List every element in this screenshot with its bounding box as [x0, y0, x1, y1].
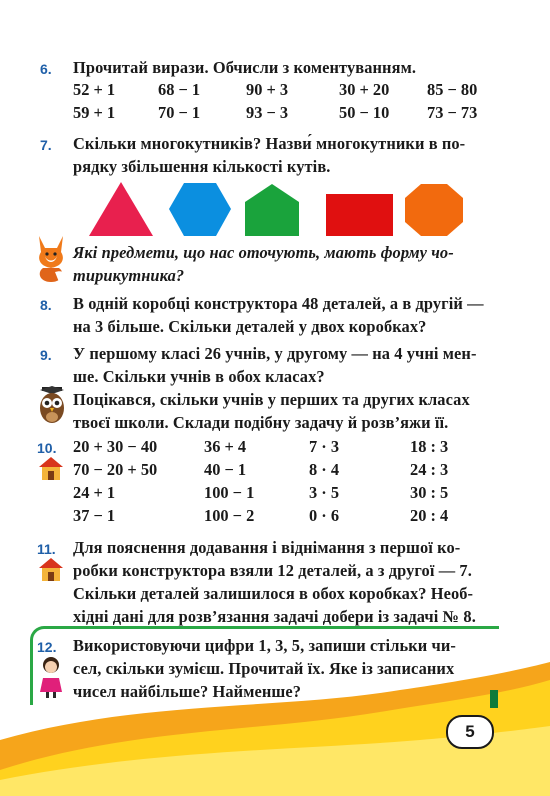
task-8-text	[73, 292, 498, 338]
hexagon-shape	[169, 183, 231, 236]
expression: 0 · 6	[309, 506, 340, 525]
expression: 59 + 1	[73, 103, 116, 122]
page-number: 5	[446, 715, 494, 749]
expression: 73 − 73	[427, 103, 478, 122]
expression: 90 + 3	[246, 80, 289, 99]
owl-icon	[36, 386, 68, 426]
expression: 50 − 10	[339, 103, 390, 122]
task-9-line: У першому класі 26 учнів, у другому — на 4 учні мен-	[73, 344, 477, 363]
expression: 18 : 3	[410, 437, 449, 456]
task-9-line: ше. Скільки учнів в обох класах?	[73, 367, 325, 386]
expression: 30 + 20	[339, 80, 390, 99]
task-6-number: 6.	[40, 61, 52, 77]
expression: 24 : 3	[410, 460, 449, 479]
fox-question-line: тирикутника?	[73, 266, 185, 285]
expression: 37 − 1	[73, 506, 116, 525]
expression: 20 + 30 − 40	[73, 437, 158, 456]
fox-question	[73, 241, 498, 287]
task-8-number: 8.	[40, 297, 52, 313]
rectangle-shape	[326, 194, 393, 236]
expression: 8 · 4	[309, 460, 340, 479]
expression: 85 − 80	[427, 80, 478, 99]
task-6-text: Прочитай вирази. Обчисли з коментуванням.	[73, 58, 417, 77]
girl-icon	[38, 656, 64, 698]
task-7-text	[73, 132, 498, 178]
expression: 24 + 1	[73, 483, 116, 502]
fox-icon	[33, 232, 69, 284]
pentagon-shape	[245, 184, 299, 236]
expression: 93 − 3	[246, 103, 289, 122]
expression: 40 − 1	[204, 460, 247, 479]
task-12-text	[73, 634, 498, 703]
task-9-number: 9.	[40, 347, 52, 363]
triangle-shape	[89, 182, 153, 236]
task-12-line: Використовуючи цифри 1, 3, 5, запиши стільки чи-	[73, 636, 456, 655]
expression: 7 · 3	[309, 437, 340, 456]
task-12-number: 12.	[37, 639, 57, 655]
polygon-shapes	[85, 180, 485, 240]
task-9-line: твоєї школи. Склади подібну задачу й розв’яжи її.	[73, 413, 449, 432]
task-11-number: 11.	[37, 541, 56, 557]
task-12-line: сел, скільки зумієш. Прочитай їх. Яке із записаних	[73, 659, 455, 678]
task-11-line: Скільки деталей залишилося в обох коробках? Необ-	[73, 584, 474, 603]
expression: 30 : 5	[410, 483, 449, 502]
task-11-text	[73, 536, 498, 628]
fox-question-line: Які предмети, що нас оточують, мають форму чо-	[73, 243, 454, 262]
expression: 100 − 1	[204, 483, 255, 502]
task-12-line: чисел найбільше? Найменше?	[73, 682, 302, 701]
task-7-number: 7.	[40, 137, 52, 153]
task-8-line: В одній коробці конструктора 48 деталей, а в другій —	[73, 294, 484, 313]
task-11-line: хідні дані для розв’язання задачі добери із задачі № 8.	[73, 607, 476, 626]
expression: 70 − 1	[158, 103, 201, 122]
octagon-shape	[405, 184, 463, 236]
task-11-line: робки конструктора взяли 12 деталей, а з другої — 7.	[73, 561, 472, 580]
expression: 36 + 4	[204, 437, 247, 456]
task-8-line: на 3 більше. Скільки деталей у двох коробках?	[73, 317, 427, 336]
task-11-line: Для пояснення додавання і віднімання з першої ко-	[73, 538, 461, 557]
task-7-line: рядку збільшення кількості кутів.	[73, 157, 331, 176]
expression: 3 · 5	[309, 483, 340, 502]
expression: 52 + 1	[73, 80, 116, 99]
expression: 20 : 4	[410, 506, 449, 525]
house-icon	[37, 455, 65, 481]
task-10-number: 10.	[37, 440, 57, 456]
task-9-text	[73, 342, 498, 434]
task-9-line: Поцікався, скільки учнів у перших та других класах	[73, 390, 470, 409]
expression: 100 − 2	[204, 506, 255, 525]
expression: 68 − 1	[158, 80, 201, 99]
expression: 70 − 20 + 50	[73, 460, 158, 479]
task-7-line: Скільки многокутників? Назви́ многокутники в по-	[73, 134, 466, 153]
house-icon	[37, 556, 65, 582]
